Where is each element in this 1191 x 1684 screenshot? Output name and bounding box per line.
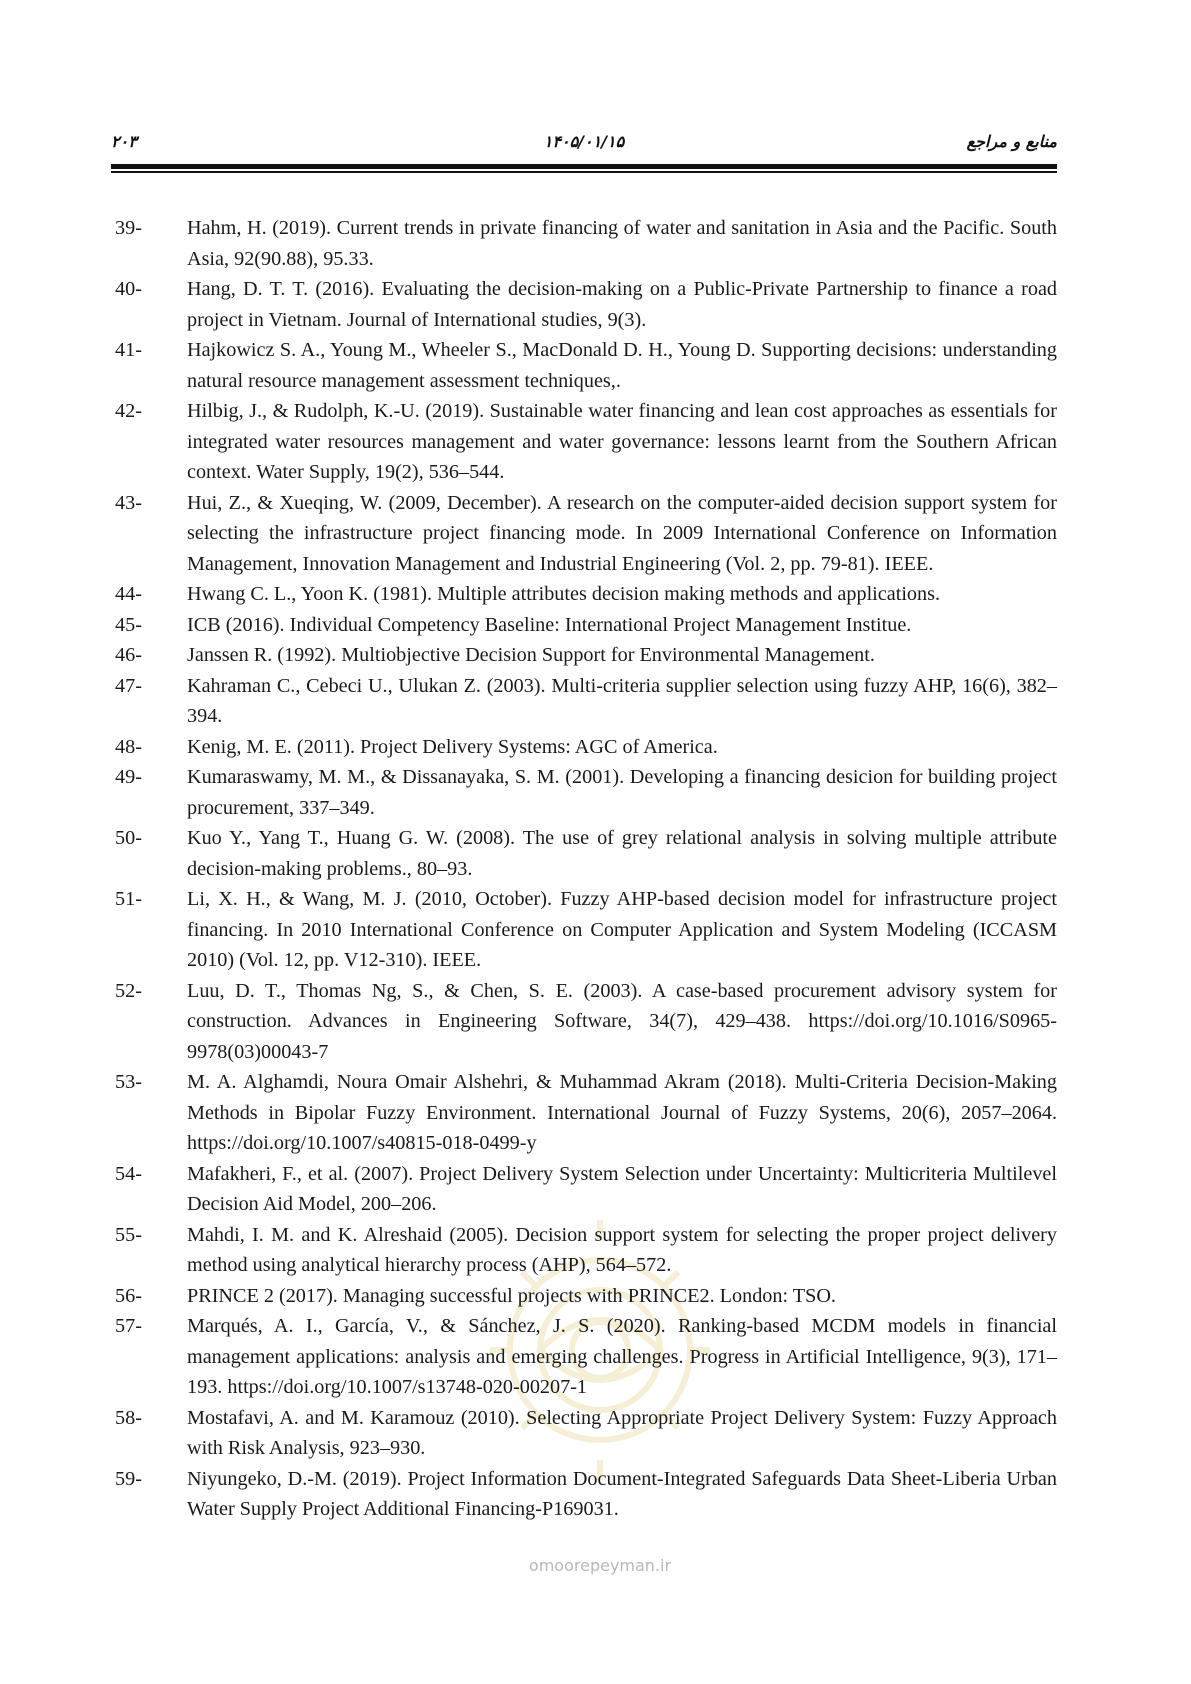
reference-number: 44- [115,583,142,605]
reference-item [115,976,1057,1068]
reference-item [115,762,1057,823]
reference-text: Kuo Y., Yang T., Huang G. W. (2008). The use of grey relational analysis in solving multiple attribute decision-making problems., 80–93. [187,827,1057,880]
reference-list [115,213,1057,1525]
reference-text: Hwang C. L., Yoon K. (1981). Multiple attributes decision making methods and applications. [187,583,941,605]
reference-number: 40- [115,278,142,300]
reference-number: 55- [115,1223,142,1246]
reference-number: 39- [115,217,142,239]
reference-item [115,671,1057,732]
reference-text: Hahm, H. (2019). Current trends in private financing of water and sanitation in Asia and the Pacific. South Asia, 92(90.88), 95.33. [187,217,1057,270]
reference-number: 51- [115,888,142,910]
reference-item [115,1311,1057,1403]
reference-text: Mafakheri, F., et al. (2007). Project Delivery System Selection under Uncertainty: Multicriteria Multilevel Decision Aid Model, 200–206. [187,1162,1057,1215]
reference-number: 58- [115,1406,142,1429]
reference-item [115,732,1057,763]
reference-item [115,640,1057,671]
reference-item [115,396,1057,488]
reference-number: 53- [115,1071,142,1093]
reference-text: PRINCE 2 (2017). Managing successful projects with PRINCE2. London: TSO. [187,1284,836,1307]
header-rule-thick [111,164,1057,169]
reference-text: Kenig, M. E. (2011). Project Delivery Systems: AGC of America. [187,735,718,758]
reference-item [115,1403,1057,1464]
page-header [111,128,1057,164]
reference-number: 46- [115,644,142,666]
reference-number: 56- [115,1284,142,1307]
reference-text: ICB (2016). Individual Competency Baseline: International Project Management Institue. [187,613,912,636]
reference-number: 49- [115,766,142,788]
reference-item [115,213,1057,274]
reference-item [115,1281,1057,1312]
reference-number: 54- [115,1162,142,1185]
reference-item [115,823,1057,884]
reference-text: Hang, D. T. T. (2016). Evaluating the decision-making on a Public-Private Partnership to finance a road project in Vietnam. Journal of International studies, 9(3). [187,278,1057,331]
header-date: ۱۴۰۵/۰۱/۱۵ [543,132,625,151]
reference-item [115,1464,1057,1525]
reference-item [115,335,1057,396]
reference-text: Hajkowicz S. A., Young M., Wheeler S., MacDonald D. H., Young D. Supporting decisions: understanding natural resource management assessment techniques,. [187,339,1057,392]
reference-text: Janssen R. (1992). Multiobjective Decision Support for Environmental Management. [187,644,875,666]
reference-text: Luu, D. T., Thomas Ng, S., & Chen, S. E. (2003). A case-based procurement advisory system for construction. Advances in Engineering Software, 34(7), 429–438. https://doi.org/10.1016/S0965-9978(03)00043-7 [187,979,1057,1063]
section-title: منابع و مراجع [966,132,1057,151]
header-rule-thin [111,171,1057,173]
reference-number: 43- [115,491,142,514]
reference-item [115,1067,1057,1159]
reference-number: 47- [115,674,142,697]
reference-text: Kumaraswamy, M. M., & Dissanayaka, S. M. (2001). Developing a financing desicion for building project procurement, 337–349. [187,766,1057,819]
reference-text: Mahdi, I. M. and K. Alreshaid (2005). Decision support system for selecting the proper project delivery method using analytical hierarchy process (AHP), 564–572. [187,1223,1057,1276]
reference-item [115,274,1057,335]
reference-number: 59- [115,1467,142,1490]
reference-number: 52- [115,979,142,1002]
reference-item [115,488,1057,580]
reference-item [115,579,1057,610]
reference-item [115,1159,1057,1220]
watermark-caption [500,1556,700,1575]
reference-number: 57- [115,1315,142,1337]
reference-item [115,610,1057,641]
reference-number: 45- [115,613,142,636]
reference-text: Hilbig, J., & Rudolph, K.-U. (2019). Sustainable water financing and lean cost approaches as essentials for integrated water resources management and water governance: lessons learnt from the Southern African context. Water Supply, 19(2), 536–544. [187,400,1057,483]
reference-text: Li, X. H., & Wang, M. J. (2010, October). Fuzzy AHP-based decision model for infrastructure project financing. In 2010 International Conference on Computer Application and System Modeling (ICCASM 2010) (Vol. 12, pp. V12-310). IEEE. [187,888,1057,971]
watermark-caption-text: omoorepeyman.ir [528,1556,672,1575]
reference-text: Kahraman C., Cebeci U., Ulukan Z. (2003). Multi-criteria supplier selection using fuzzy AHP, 16(6), 382–394. [187,674,1057,727]
reference-text: Mostafavi, A. and M. Karamouz (2010). Selecting Appropriate Project Delivery System: Fuzzy Approach with Risk Analysis, 923–930. [187,1406,1057,1459]
reference-item [115,884,1057,976]
reference-text: M. A. Alghamdi, Noura Omair Alshehri, & Muhammad Akram (2018). Multi-Criteria Decision-Making Methods in Bipolar Fuzzy Environment. International Journal of Fuzzy Systems, 20(6), 2057–2064. https://doi.org/10.1007/s40815-018-0499-y [187,1071,1057,1154]
reference-item [115,1220,1057,1281]
reference-number: 48- [115,735,142,758]
reference-text: Marqués, A. I., García, V., & Sánchez, J. S. (2020). Ranking-based MCDM models in financial management applications: analysis and emerging challenges. Progress in Artificial Intelligence, 9(3), 171–193. https://doi.org/10.1007/s13748-020-00207-1 [187,1315,1057,1398]
reference-number: 50- [115,827,142,849]
page-number: ۲۰۳ [111,132,137,151]
reference-number: 41- [115,339,142,361]
reference-text: Niyungeko, D.-M. (2019). Project Information Document-Integrated Safeguards Data Sheet-Liberia Urban Water Supply Project Additional Financing-P169031. [187,1467,1057,1520]
reference-number: 42- [115,400,142,422]
reference-text: Hui, Z., & Xueqing, W. (2009, December). A research on the computer-aided decision support system for selecting the infrastructure project financing mode. In 2009 International Conference on Information Management, Innovation Management and Industrial Engineering (Vol. 2, pp. 79-81). IEEE. [187,491,1057,575]
